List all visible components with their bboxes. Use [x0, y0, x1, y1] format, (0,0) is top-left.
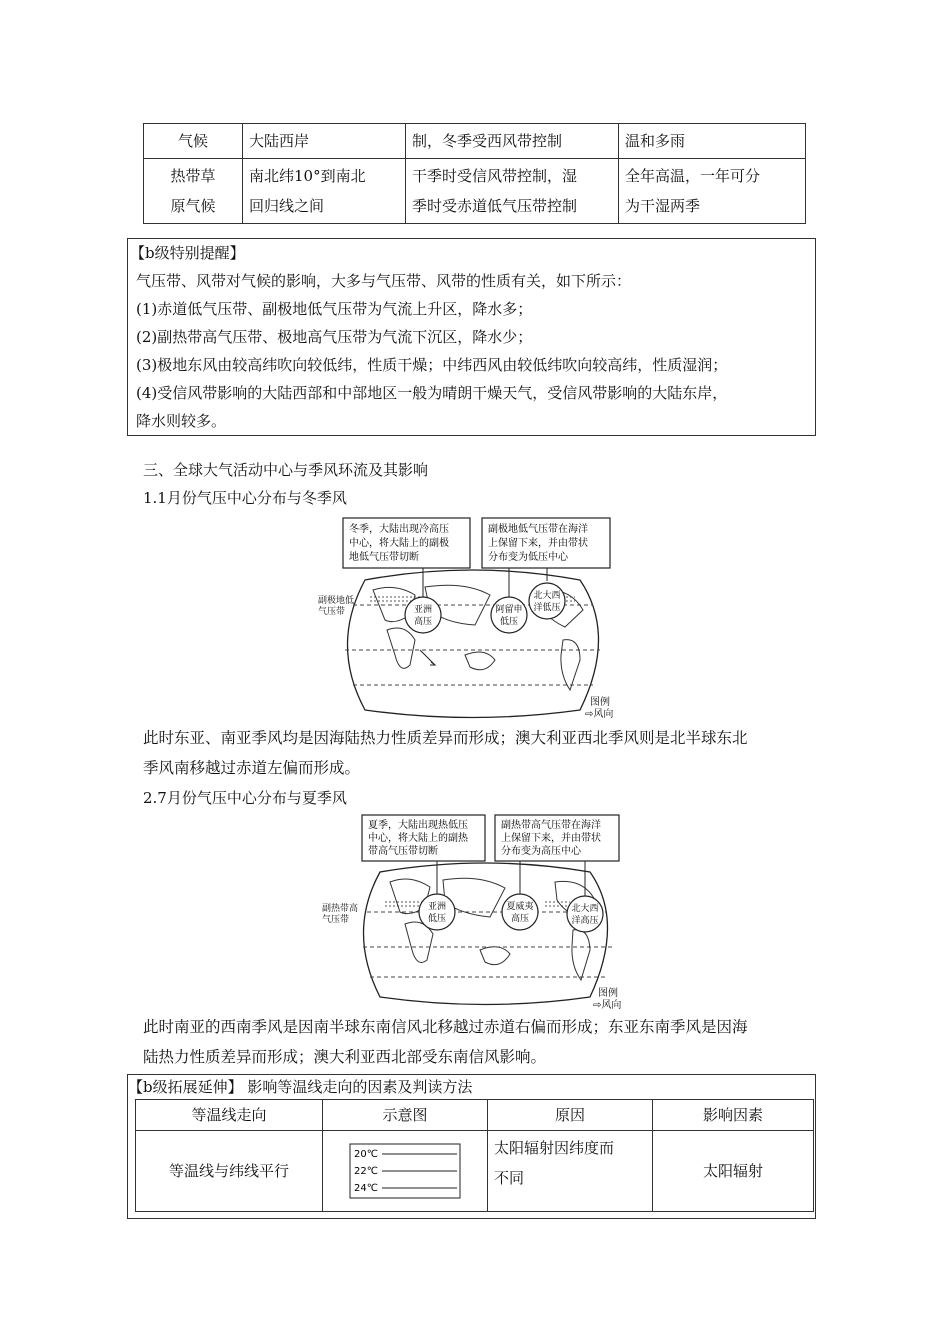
- january-pressure-map: [325, 515, 620, 720]
- map-legend: [593, 988, 621, 1012]
- cell-text: 制，冬季受西风带控制: [412, 132, 563, 150]
- table-cell: [243, 159, 406, 224]
- cell-text: 等温线与纬线平行: [168, 1162, 289, 1180]
- cell-text: 大陆西岸: [249, 132, 310, 150]
- svg-text:低压: 低压: [499, 617, 519, 627]
- table-cell: [406, 124, 619, 159]
- side-label-text: 气压带: [322, 915, 350, 925]
- header-text: 原因: [554, 1106, 585, 1124]
- table-header-row: [136, 1100, 814, 1131]
- table-row: [136, 1131, 814, 1212]
- cell-text: 热带草: [170, 167, 216, 185]
- svg-text:夏威夷: 夏威夷: [506, 902, 534, 912]
- cell-text: 太阳辐射: [702, 1162, 763, 1180]
- pressure-center: [502, 894, 538, 930]
- pressure-center: [405, 597, 441, 633]
- svg-text:20℃: 20℃: [354, 1149, 378, 1160]
- svg-text:洋低压: 洋低压: [533, 603, 561, 613]
- table-cell: [144, 159, 243, 224]
- table-cell: [136, 1131, 323, 1212]
- cell-text: 温和多雨: [625, 132, 686, 150]
- svg-text:分布变为高压中心: 分布变为高压中心: [501, 846, 581, 857]
- subsection-heading: 2.7月份气压中心分布与夏季风: [143, 789, 347, 807]
- callout-text: 分布变为低压中心: [488, 552, 568, 563]
- pressure-center: [419, 894, 455, 930]
- svg-text:22℃: 22℃: [354, 1166, 378, 1177]
- reminder-title: 【b级特别提醒】: [130, 244, 245, 262]
- reminder-line: (1)赤道低气压带、副极地低气压带为气流上升区，降水多；: [136, 300, 533, 318]
- table-row: [144, 159, 806, 224]
- legend-text: 风向: [593, 709, 614, 720]
- world-outline: [364, 863, 608, 1005]
- isotherm-diagram: [349, 1143, 461, 1199]
- svg-text:高压: 高压: [413, 617, 433, 627]
- reminder-box: [127, 238, 816, 436]
- table-cell: [488, 1131, 653, 1212]
- svg-text:阿留申: 阿留申: [495, 605, 523, 615]
- callout-text: 副极地低气压带在海洋: [488, 524, 588, 535]
- cell-text: 气候: [177, 132, 208, 150]
- legend-item: [593, 1000, 621, 1012]
- svg-text:副热带高气压带在海洋: 副热带高气压带在海洋: [501, 820, 601, 831]
- table-cell: [653, 1131, 814, 1212]
- svg-text:夏季，大陆出现热低压: 夏季，大陆出现热低压: [368, 820, 468, 831]
- arrow-icon: ⇨: [593, 1000, 602, 1011]
- map-legend: [585, 697, 613, 721]
- extension-box: [127, 1074, 816, 1219]
- table-header-cell: [136, 1100, 323, 1131]
- map-side-label: [318, 596, 354, 618]
- side-label-text: 副热带高: [322, 904, 359, 914]
- svg-text:北大西: 北大西: [571, 904, 599, 914]
- cell-text: 回归线之间: [249, 197, 325, 215]
- svg-text:亚洲: 亚洲: [413, 605, 433, 615]
- cell-text: 太阳辐射因纬度而: [494, 1139, 615, 1157]
- header-text: 影响因素: [702, 1106, 763, 1124]
- table-cell: [144, 124, 243, 159]
- pressure-center: [529, 583, 565, 619]
- svg-text:北大西: 北大西: [533, 591, 561, 601]
- legend-item: [585, 709, 613, 721]
- reminder-line: (4)受信风带影响的大陆西部和中部地区一般为晴朗干燥天气，受信风带影响的大陆东岸，: [136, 384, 728, 402]
- legend-title: 图例: [590, 697, 610, 708]
- paragraph-line: 季风南移越过赤道左偏而形成。: [143, 759, 361, 777]
- callout-text: 地低气压带切断: [349, 552, 419, 563]
- header-text: 示意图: [382, 1106, 428, 1124]
- legend-text: 风向: [601, 1000, 622, 1011]
- map-side-label: [322, 904, 358, 926]
- pressure-center: [567, 896, 603, 932]
- table-header-cell: [488, 1100, 653, 1131]
- climate-table: [143, 123, 806, 224]
- table-cell: [323, 1131, 488, 1212]
- arrow-icon: ⇨: [585, 709, 594, 720]
- table-cell: [619, 159, 806, 224]
- paragraph-line: 此时南亚的西南季风是因南半球东南信风北移越过赤道右偏而形成；东亚东南季风是因海: [143, 1018, 748, 1036]
- table-row: [144, 124, 806, 159]
- subsection-heading: 1.1月份气压中心分布与冬季风: [143, 489, 347, 507]
- cell-text: 为干湿两季: [625, 197, 701, 215]
- cell-text: 全年高温，一年可分: [625, 167, 761, 185]
- reminder-line: 降水则较多。: [136, 412, 227, 430]
- table-cell: [243, 124, 406, 159]
- paragraph: [143, 723, 748, 783]
- svg-text:上保留下来，并由带状: 上保留下来，并由带状: [501, 833, 601, 844]
- table-header-cell: [323, 1100, 488, 1131]
- side-label-text: 副极地低: [318, 596, 355, 606]
- cell-text: 不同: [494, 1169, 525, 1187]
- callout-text: 冬季，大陆出现冷高压: [349, 524, 449, 535]
- svg-text:中心，将大陆上的副热: 中心，将大陆上的副热: [368, 833, 468, 844]
- svg-text:洋高压: 洋高压: [571, 916, 599, 926]
- cell-text: 南北纬10°到南北: [249, 167, 366, 185]
- svg-text:亚洲: 亚洲: [427, 902, 447, 912]
- paragraph-line: 此时东亚、南亚季风均是因海陆热力性质差异而形成；澳大利亚西北季风则是北半球东北: [143, 729, 748, 747]
- paragraph: [143, 1012, 748, 1072]
- callout-text: 中心，将大陆上的副极: [349, 538, 449, 549]
- svg-text:高压: 高压: [510, 914, 530, 924]
- svg-text:24℃: 24℃: [354, 1183, 378, 1194]
- isotherm-table: [135, 1099, 814, 1212]
- table-cell: [406, 159, 619, 224]
- cell-text: 原气候: [170, 197, 216, 215]
- reminder-line: 气压带、风带对气候的影响，大多与气压带、风带的性质有关，如下所示：: [136, 272, 632, 290]
- legend-title: 图例: [598, 988, 618, 999]
- pressure-center: [491, 597, 527, 633]
- paragraph-line: 陆热力性质差异而形成；澳大利亚西北部受东南信风影响。: [143, 1048, 547, 1066]
- side-label-text: 气压带: [318, 607, 346, 617]
- table-cell: [619, 124, 806, 159]
- july-pressure-map: [345, 812, 625, 1012]
- section-heading: 三、全球大气活动中心与季风环流及其影响: [143, 461, 429, 479]
- table-header-cell: [653, 1100, 814, 1131]
- header-text: 等温线走向: [191, 1106, 267, 1124]
- reminder-line: (2)副热带高气压带、极地高气压带为气流下沉区，降水少；: [136, 328, 533, 346]
- cell-text: 季时受赤道低气压带控制: [412, 197, 578, 215]
- reminder-line: (3)极地东风由较高纬吹向较低纬，性质干燥；中纬西风由较低纬吹向较高纬，性质湿润；: [136, 356, 728, 374]
- svg-text:低压: 低压: [427, 914, 447, 924]
- cell-text: 干季时受信风带控制，湿: [412, 167, 578, 185]
- extension-title: 【b级拓展延伸】 影响等温线走向的因素及判读方法: [128, 1078, 473, 1096]
- svg-text:带高气压带切断: 带高气压带切断: [368, 846, 438, 857]
- callout-text: 上保留下来，并由带状: [488, 538, 588, 549]
